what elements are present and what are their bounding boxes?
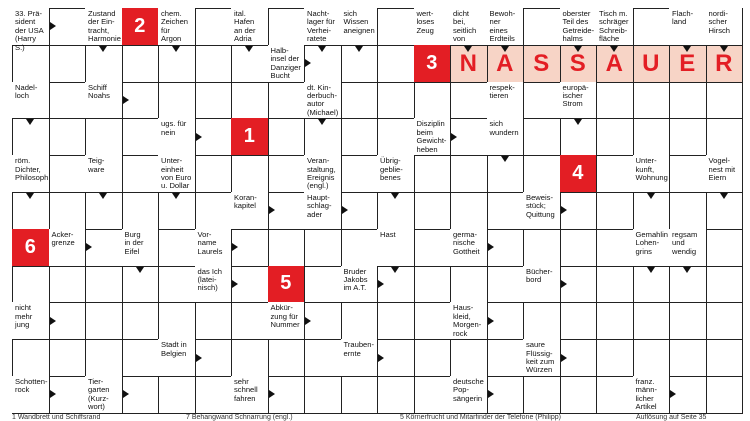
answer-cell[interactable] — [377, 376, 415, 414]
answer-cell[interactable] — [341, 192, 379, 230]
answer-cell[interactable] — [377, 192, 415, 230]
answer-cell[interactable] — [12, 118, 50, 156]
answer-cell[interactable] — [669, 302, 707, 340]
solution-letter: S — [569, 49, 586, 77]
answer-cell[interactable] — [341, 229, 379, 267]
answer-cell[interactable] — [487, 376, 525, 414]
clue-cell — [304, 155, 342, 193]
answer-cell[interactable] — [341, 155, 379, 193]
clue-cell — [304, 8, 342, 46]
answer-cell[interactable] — [487, 155, 525, 193]
answer-cell[interactable] — [85, 266, 123, 304]
answer-cell[interactable] — [560, 339, 598, 377]
clue-text: Koran- kapitel — [234, 193, 257, 211]
answer-cell[interactable] — [268, 192, 306, 230]
answer-cell[interactable] — [450, 339, 488, 377]
answer-cell[interactable] — [268, 339, 306, 377]
clue-text: Teig- ware — [88, 156, 105, 174]
answer-cell[interactable] — [122, 376, 160, 414]
answer-cell[interactable] — [85, 118, 123, 156]
answer-cell[interactable] — [523, 45, 561, 83]
answer-cell[interactable] — [195, 302, 233, 340]
answer-cell[interactable] — [268, 8, 306, 46]
clue-text: röm. Dichter, Philosoph — [15, 156, 49, 182]
answer-cell[interactable] — [85, 302, 123, 340]
answer-cell[interactable] — [122, 192, 160, 230]
answer-cell[interactable] — [450, 266, 488, 304]
answer-cell[interactable] — [304, 376, 342, 414]
clue-text: Disziplin beim Gewicht- heben — [416, 119, 447, 154]
answer-cell[interactable] — [633, 339, 671, 377]
answer-cell[interactable] — [487, 302, 525, 340]
clue-cell — [377, 229, 415, 267]
clue-cell — [487, 82, 525, 120]
answer-cell[interactable] — [49, 118, 87, 156]
answer-cell[interactable] — [49, 82, 87, 120]
answer-cell[interactable] — [596, 376, 634, 414]
answer-cell[interactable] — [268, 118, 306, 156]
answer-cell[interactable] — [450, 45, 488, 83]
answer-cell[interactable] — [414, 302, 452, 340]
answer-cell[interactable] — [633, 192, 671, 230]
answer-cell[interactable] — [231, 45, 269, 83]
answer-cell[interactable] — [706, 82, 744, 120]
clue-text: ugs. für nein — [161, 119, 187, 137]
clue-text: nordi- scher Hirsch — [708, 9, 731, 35]
answer-cell[interactable] — [414, 45, 452, 83]
answer-cell[interactable] — [450, 155, 488, 193]
answer-cell[interactable] — [633, 82, 671, 120]
clue-cell — [633, 229, 671, 267]
answer-cell[interactable] — [231, 118, 269, 156]
clue-text: Nadel- loch — [15, 82, 38, 100]
solution-number-marker: 4 — [560, 155, 597, 192]
answer-cell[interactable] — [596, 339, 634, 377]
answer-cell[interactable] — [377, 82, 415, 120]
solution-number-marker: 1 — [231, 118, 268, 155]
answer-cell[interactable] — [523, 376, 561, 414]
answer-cell[interactable] — [12, 229, 50, 267]
answer-cell[interactable] — [12, 192, 50, 230]
clue-cell — [158, 155, 196, 193]
footer-hint: 7 Behangwand Schnarrung (engl.) — [186, 414, 293, 421]
answer-cell[interactable] — [304, 118, 342, 156]
clue-text: wert- loses Zeug — [416, 9, 435, 35]
answer-cell[interactable] — [341, 118, 379, 156]
clue-text: europä- ischer Strom — [562, 82, 589, 109]
answer-cell[interactable] — [669, 155, 707, 193]
answer-cell[interactable] — [669, 82, 707, 120]
clue-cell — [450, 376, 488, 414]
clue-cell — [158, 339, 196, 377]
clue-cell — [706, 8, 744, 46]
answer-cell[interactable] — [414, 82, 452, 120]
answer-cell[interactable] — [195, 155, 233, 193]
answer-cell[interactable] — [49, 192, 87, 230]
answer-cell[interactable] — [304, 45, 342, 83]
answer-cell[interactable] — [487, 192, 525, 230]
answer-cell[interactable] — [377, 339, 415, 377]
solution-letter: N — [459, 49, 477, 77]
answer-cell[interactable] — [158, 192, 196, 230]
answer-cell[interactable] — [268, 266, 306, 304]
clue-text: Vor- name Laurels — [197, 229, 223, 256]
clue-text: Schiff Noahs — [88, 82, 110, 100]
clue-cell — [304, 82, 342, 120]
clue-cell — [377, 155, 415, 193]
answer-cell[interactable] — [706, 45, 744, 83]
answer-cell[interactable] — [560, 155, 598, 193]
clue-text: Bewoh- ner eines Erdteils — [489, 9, 516, 44]
answer-cell[interactable] — [560, 45, 598, 83]
clue-text: Haus- kleid, Morgen- rock — [453, 303, 482, 338]
answer-cell[interactable] — [669, 192, 707, 230]
answer-cell[interactable] — [158, 82, 196, 120]
answer-cell[interactable] — [304, 229, 342, 267]
clue-text: Hast — [380, 229, 396, 239]
clue-cell — [487, 118, 525, 156]
clue-cell — [414, 8, 452, 46]
clue-text: Trauben- ernte — [343, 340, 375, 358]
answer-cell[interactable] — [633, 45, 671, 83]
answer-cell[interactable] — [523, 82, 561, 120]
solution-letter: U — [642, 49, 660, 77]
clue-text: ital. Hafen an der Adria — [234, 9, 256, 44]
answer-cell[interactable] — [195, 82, 233, 120]
answer-cell[interactable] — [706, 302, 744, 340]
clue-cell — [85, 82, 123, 120]
answer-cell[interactable] — [487, 339, 525, 377]
solution-letter: R — [715, 49, 733, 77]
answer-cell[interactable] — [195, 118, 233, 156]
clue-text: Vogel- nest mit Eiern — [708, 156, 736, 182]
answer-cell[interactable] — [231, 229, 269, 267]
answer-cell[interactable] — [49, 302, 87, 340]
clue-text: Abkür- zung für Nummer — [270, 303, 300, 330]
answer-cell[interactable] — [596, 192, 634, 230]
answer-cell[interactable] — [268, 229, 306, 267]
clue-cell — [669, 229, 707, 267]
answer-cell[interactable] — [414, 155, 452, 193]
answer-cell[interactable] — [377, 118, 415, 156]
solution-letter: A — [496, 49, 514, 77]
clue-text: Unter- kunft, Wohnung — [635, 156, 668, 182]
answer-cell[interactable] — [158, 302, 196, 340]
answer-cell[interactable] — [669, 376, 707, 414]
answer-cell[interactable] — [560, 376, 598, 414]
answer-cell[interactable] — [122, 266, 160, 304]
clue-cell — [669, 8, 707, 46]
answer-cell[interactable] — [669, 45, 707, 83]
clue-cell — [487, 8, 525, 46]
solution-number-marker: 2 — [122, 8, 159, 45]
answer-cell[interactable] — [231, 155, 269, 193]
clue-text: germa- nische Gottheit — [453, 229, 480, 256]
clue-cell — [122, 229, 160, 267]
answer-cell[interactable] — [85, 339, 123, 377]
answer-cell[interactable] — [414, 192, 452, 230]
answer-cell[interactable] — [377, 302, 415, 340]
clue-cell — [85, 8, 123, 46]
answer-cell[interactable] — [122, 118, 160, 156]
answer-cell[interactable] — [377, 8, 415, 46]
answer-cell[interactable] — [49, 155, 87, 193]
answer-cell[interactable] — [560, 266, 598, 304]
answer-cell[interactable] — [122, 339, 160, 377]
answer-cell[interactable] — [706, 376, 744, 414]
answer-cell[interactable] — [596, 118, 634, 156]
clue-text: 33. Prä- sident der USA (Harry S.) — [15, 9, 44, 52]
answer-cell[interactable] — [450, 118, 488, 156]
answer-cell[interactable] — [633, 266, 671, 304]
clue-cell — [12, 376, 50, 414]
answer-cell[interactable] — [414, 339, 452, 377]
clue-text: Halb- insel der Danziger Bucht — [270, 45, 301, 81]
clue-cell — [706, 155, 744, 193]
clue-text: Zustand der Ein- tracht, Harmonie — [88, 9, 121, 44]
answer-cell[interactable] — [523, 155, 561, 193]
answer-cell[interactable] — [523, 229, 561, 267]
solution-number-marker: 6 — [12, 229, 49, 266]
clue-cell — [596, 8, 634, 46]
clue-text: sich wundern — [489, 119, 519, 137]
answer-cell[interactable] — [195, 192, 233, 230]
clue-cell — [12, 8, 50, 52]
answer-cell[interactable] — [268, 155, 306, 193]
clue-cell — [231, 376, 269, 414]
clue-cell — [523, 266, 561, 304]
answer-cell[interactable] — [596, 45, 634, 83]
footer-hint: Auflösung auf Seite 35 — [636, 414, 707, 421]
clue-text: Flach- land — [672, 9, 694, 27]
answer-cell[interactable] — [414, 376, 452, 414]
answer-cell[interactable] — [596, 229, 634, 267]
answer-cell[interactable] — [122, 45, 160, 83]
clue-text: Veran- staltung, Ereignis (engl.) — [307, 156, 336, 191]
clue-cell — [633, 376, 671, 414]
answer-cell[interactable] — [414, 266, 452, 304]
answer-cell[interactable] — [706, 266, 744, 304]
answer-cell[interactable] — [560, 302, 598, 340]
clue-cell — [85, 376, 123, 414]
clue-text: Stadt in Belgien — [161, 340, 187, 358]
clue-text: Übrig- geblie- benes — [380, 156, 403, 182]
clue-text: sich Wissen aneignen — [343, 9, 375, 35]
clue-text: Tisch m. schräger Schreib- fläche — [599, 9, 629, 44]
clue-cell — [12, 155, 50, 193]
clue-cell — [12, 82, 50, 120]
answer-cell[interactable] — [158, 45, 196, 83]
answer-cell[interactable] — [523, 302, 561, 340]
clue-text: Schotten- rock — [15, 377, 48, 395]
clue-text: deutsche Pop- sängerin — [453, 377, 484, 403]
footer-hint: 5 Körnerfrucht und Mitarfinder der Telefone (Philipp) — [400, 414, 561, 421]
clue-text: oberster Teil des Getreide- halms — [562, 9, 595, 44]
footer-hint: 1 Wandbrett und Schiffsrand — [12, 414, 101, 421]
answer-cell[interactable] — [85, 45, 123, 83]
solution-number-marker: 3 — [414, 45, 451, 82]
clue-text: Acker- grenze — [51, 229, 75, 248]
answer-cell[interactable] — [560, 192, 598, 230]
answer-cell[interactable] — [85, 229, 123, 267]
answer-cell[interactable] — [596, 266, 634, 304]
answer-cell[interactable] — [122, 8, 160, 46]
clue-text: das Ich (latei- nisch) — [197, 266, 222, 293]
clue-text: sehr schnell fahren — [234, 377, 258, 403]
answer-cell[interactable] — [341, 302, 379, 340]
clue-cell — [450, 229, 488, 267]
clue-cell — [450, 8, 488, 46]
answer-cell[interactable] — [49, 45, 87, 83]
answer-cell[interactable] — [122, 302, 160, 340]
answer-cell[interactable] — [633, 8, 671, 46]
answer-cell[interactable] — [414, 229, 452, 267]
answer-cell[interactable] — [450, 192, 488, 230]
answer-cell[interactable] — [12, 45, 50, 83]
clue-text: Tier- garten (Kurz- wort) — [88, 377, 110, 412]
answer-cell[interactable] — [195, 45, 233, 83]
clue-cell — [523, 339, 561, 377]
answer-cell[interactable] — [195, 8, 233, 46]
answer-cell[interactable] — [341, 82, 379, 120]
answer-cell[interactable] — [341, 45, 379, 83]
answer-cell[interactable] — [596, 302, 634, 340]
clue-text: saure Flüssig- keit zum Würzen — [526, 340, 555, 375]
answer-cell[interactable] — [706, 192, 744, 230]
clue-cell — [158, 8, 196, 46]
clue-cell — [523, 192, 561, 230]
answer-cell[interactable] — [377, 266, 415, 304]
footer-hints — [0, 414, 750, 421]
answer-cell[interactable] — [158, 266, 196, 304]
answer-cell[interactable] — [377, 45, 415, 83]
clue-cell — [341, 266, 379, 304]
answer-cell[interactable] — [523, 118, 561, 156]
answer-cell[interactable] — [268, 376, 306, 414]
answer-cell[interactable] — [669, 118, 707, 156]
answer-cell[interactable] — [85, 192, 123, 230]
clue-text: Bücher- bord — [526, 266, 553, 284]
answer-cell[interactable] — [596, 155, 634, 193]
clue-cell — [49, 229, 87, 267]
solution-letter: S — [533, 49, 550, 77]
clue-text: Haupt- schlag- ader — [307, 193, 332, 219]
answer-cell[interactable] — [633, 302, 671, 340]
clue-cell — [195, 266, 233, 304]
answer-cell[interactable] — [560, 229, 598, 267]
answer-cell[interactable] — [49, 266, 87, 304]
clue-cell — [231, 8, 269, 46]
answer-cell[interactable] — [560, 118, 598, 156]
answer-cell[interactable] — [706, 229, 744, 267]
clue-cell — [12, 302, 50, 340]
clue-cell — [341, 8, 379, 46]
answer-cell[interactable] — [231, 339, 269, 377]
answer-cell[interactable] — [122, 82, 160, 120]
answer-cell[interactable] — [706, 339, 744, 377]
clue-cell — [158, 118, 196, 156]
answer-cell[interactable] — [523, 8, 561, 46]
answer-cell[interactable] — [669, 266, 707, 304]
clue-cell — [268, 45, 306, 83]
clue-cell — [560, 82, 598, 120]
clue-text: Bruder Jakobs im A.T. — [343, 266, 368, 293]
answer-cell[interactable] — [12, 339, 50, 377]
answer-cell[interactable] — [596, 82, 634, 120]
clue-text: regsam und wendig — [672, 229, 698, 256]
clue-text: dt. Kin- derbuch- autor (Michael) — [307, 82, 339, 117]
clue-cell — [341, 339, 379, 377]
clue-text: franz. männ- licher Artikel — [635, 377, 658, 412]
answer-cell[interactable] — [669, 339, 707, 377]
answer-cell[interactable] — [487, 266, 525, 304]
answer-cell[interactable] — [122, 155, 160, 193]
answer-cell[interactable] — [195, 339, 233, 377]
clue-cell — [450, 302, 488, 340]
clue-text: Burg in der Eifel — [124, 229, 144, 256]
answer-cell[interactable] — [304, 339, 342, 377]
clue-text: respek- tieren — [489, 82, 515, 100]
answer-cell[interactable] — [158, 376, 196, 414]
answer-cell[interactable] — [49, 376, 87, 414]
clue-text: Gemahlin Lohen- grins — [635, 229, 668, 256]
clue-text: dicht bei, seitlich von — [453, 9, 477, 44]
clue-cell — [195, 229, 233, 267]
clue-text: chem. Zeichen für Argon — [161, 9, 189, 44]
clue-cell — [633, 155, 671, 193]
answer-cell[interactable] — [231, 82, 269, 120]
clue-cell — [85, 155, 123, 193]
clue-text: nicht mehr jung — [15, 303, 33, 330]
answer-cell[interactable] — [49, 339, 87, 377]
answer-cell[interactable] — [304, 266, 342, 304]
answer-cell[interactable] — [195, 376, 233, 414]
answer-cell[interactable] — [231, 302, 269, 340]
answer-cell[interactable] — [158, 229, 196, 267]
answer-cell[interactable] — [706, 118, 744, 156]
solution-number-marker: 5 — [268, 266, 305, 303]
answer-cell[interactable] — [341, 376, 379, 414]
clue-text: Unter- einheit von Euro u. Dollar — [161, 156, 192, 191]
answer-cell[interactable] — [231, 266, 269, 304]
answer-cell[interactable] — [450, 82, 488, 120]
clue-text: Beweis- stück; Quittung — [526, 193, 555, 219]
answer-cell[interactable] — [633, 118, 671, 156]
clue-text: Nacht- lager für Verhei- ratete — [307, 9, 335, 44]
answer-cell[interactable] — [304, 302, 342, 340]
clue-cell — [304, 192, 342, 230]
clue-cell — [414, 118, 452, 156]
solution-letter: A — [605, 49, 623, 77]
answer-cell[interactable] — [49, 8, 87, 46]
clue-cell — [231, 192, 269, 230]
answer-cell[interactable] — [487, 45, 525, 83]
answer-cell[interactable] — [12, 266, 50, 304]
clue-cell — [268, 302, 306, 340]
solution-letter: E — [679, 49, 696, 77]
answer-cell[interactable] — [268, 82, 306, 120]
clue-cell — [560, 8, 598, 46]
answer-cell[interactable] — [487, 229, 525, 267]
